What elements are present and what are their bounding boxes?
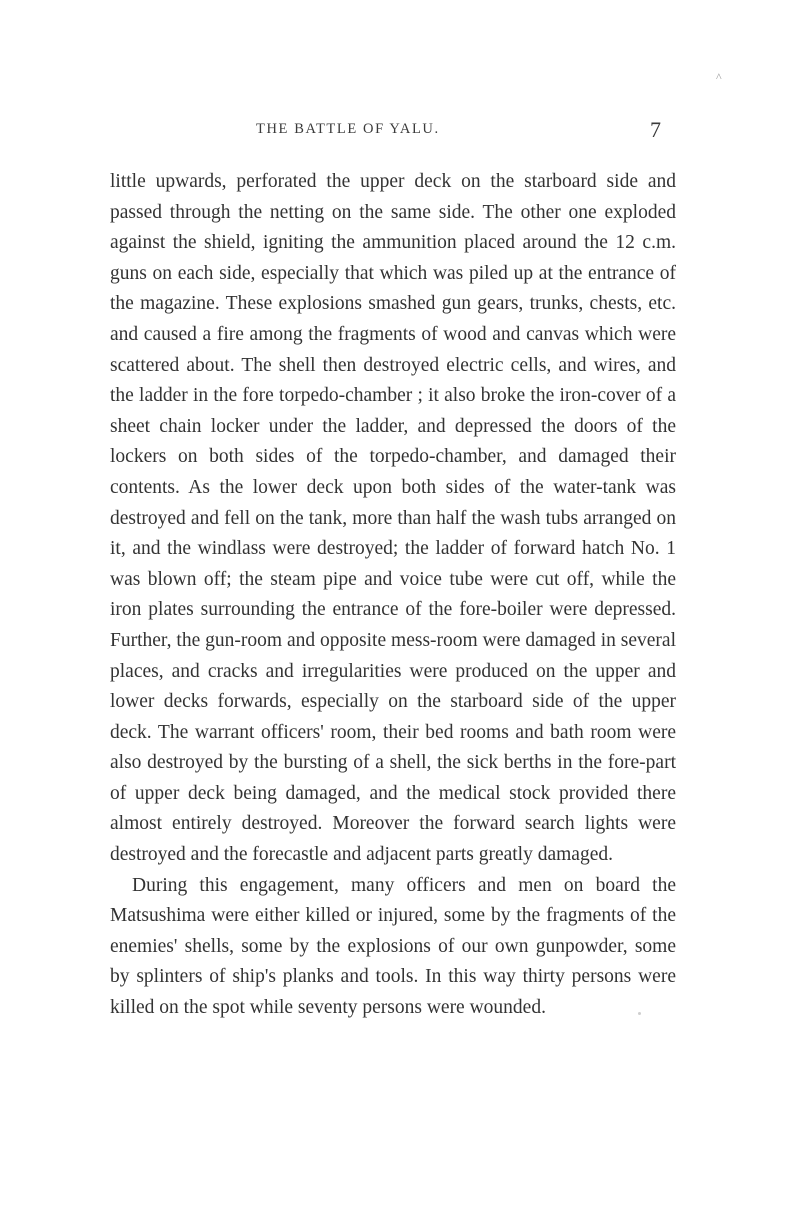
paragraph-2: During this engagement, many officers and men on board the Matsushima were either killed or injured, some by the fragments of the enemies' shells, some by the explosions of our own gunpowder, some by splinters of ship's planks and tools. In this way thirty persons were killed on the spot while seventy persons were wounded.	[110, 874, 676, 1019]
body-text	[110, 167, 676, 1024]
running-head	[256, 119, 776, 145]
page-number: 7	[650, 117, 661, 142]
paragraph-1: little upwards, perforated the upper deck on the starboard side and passed through the netting on the same side. The other one exploded against the shield, igniting the ammunition placed around the 12 c.m. guns on each side, especially that which was piled up at the entrance of the magazine. These explosions smashed gun gears, trunks, chests, etc. and caused a fire among the fragments of wood and canvas which were scattered about. The shell then destroyed electric cells, and wires, and the ladder in the fore torpedo-chamber ; it also broke the iron-cover of a sheet chain locker under the ladder, and depressed the doors of the lockers on both sides of the torpedo-chamber, and damaged their contents. As the lower deck upon both sides of the water-tank was destroyed and fell on the tank, more than half the wash tubs arranged on it, and the windlass were destroyed; the ladder of forward hatch No. 1 was blown off; the steam pipe and voice tube were cut off, while the iron plates surrounding the entrance of the fore-boiler were depressed. Further, the gun-room and opposite mess-room were damaged in several places, and cracks and irregularities were produced on the upper and lower decks forwards, especially on the starboard side of the upper deck. The warrant officers' room, their bed rooms and bath room were also destroyed by the bursting of a shell, the sick berths in the fore-part of upper deck being damaged, and the medical stock provided there almost entirely destroyed. Moreover the forward search lights were destroyed and the forecastle and adjacent parts greatly damaged.	[110, 171, 676, 866]
stray-dot	[638, 1012, 641, 1015]
stray-mark: ^	[716, 70, 722, 84]
running-title: THE BATTLE OF YALU.	[256, 121, 440, 137]
